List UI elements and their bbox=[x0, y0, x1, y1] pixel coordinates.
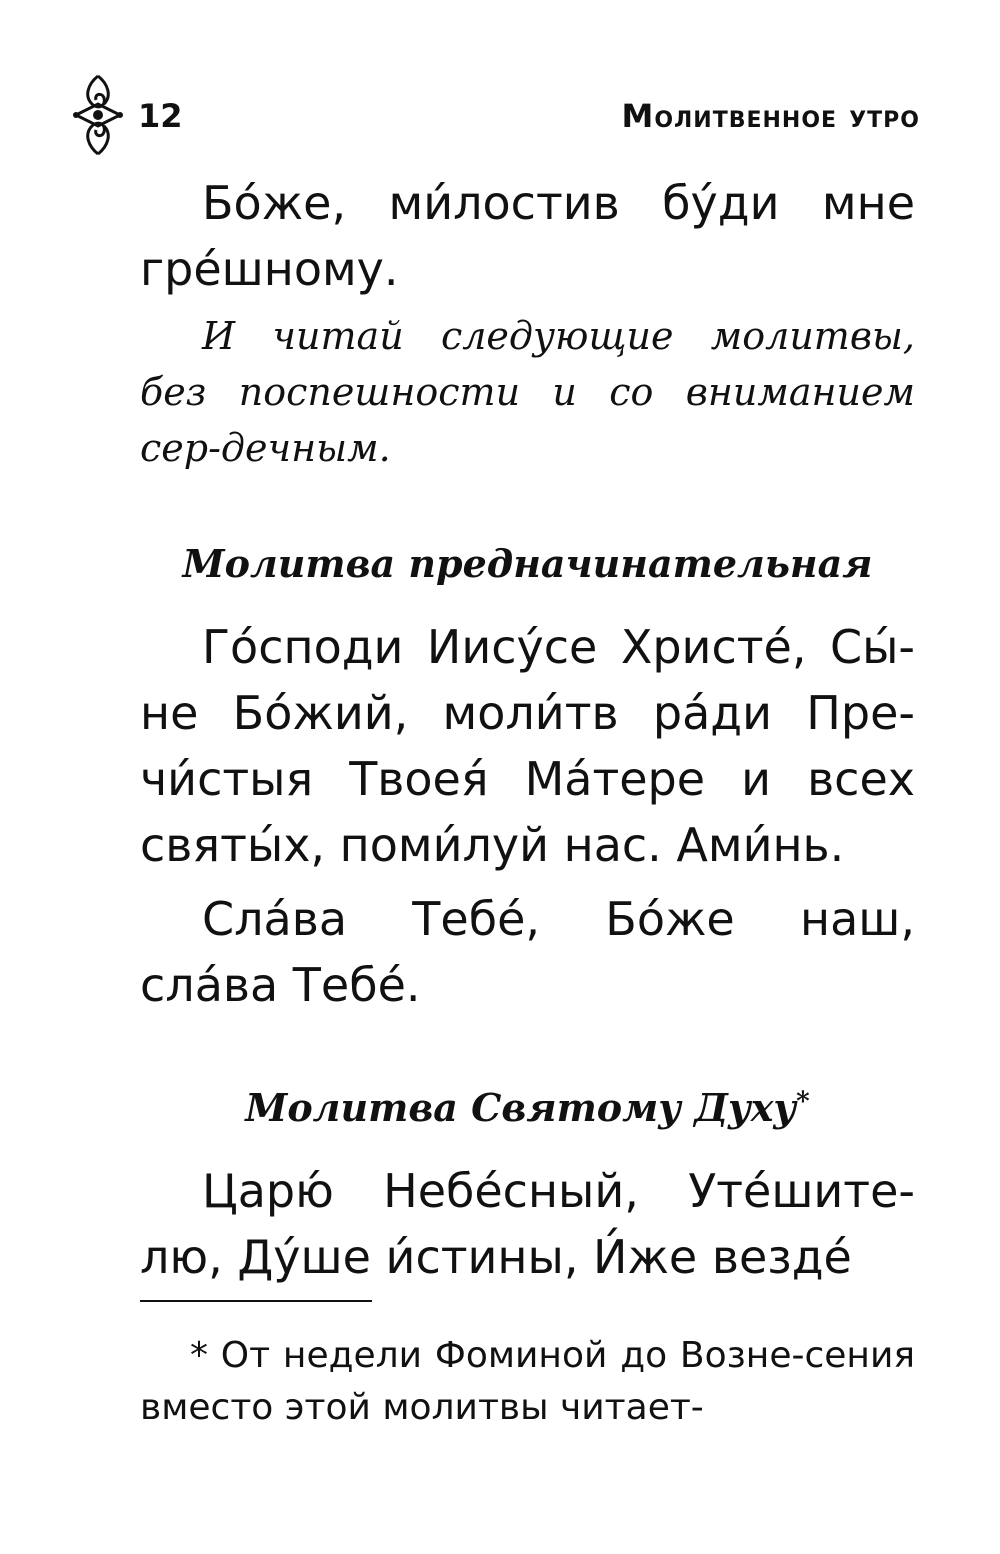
prayer-paragraph-1: Бо́же, ми́лостив бу́ди мне гре́шному. bbox=[140, 176, 915, 296]
page-content bbox=[140, 170, 915, 1290]
fleuron-ornament-icon bbox=[70, 70, 126, 160]
footnote-mark: * bbox=[796, 1087, 810, 1117]
prayer-paragraph-2: Го́споди Иису́се Христе́, Сы́-не Бо́жий, моли́тв ра́ди Пре-чи́стыя Твоея́ Ма́тере и всех святы́х, поми́луй нас. Ами́нь. bbox=[140, 620, 915, 872]
page-number: 12 bbox=[138, 97, 183, 135]
rubric-instruction: И читай следующие молитвы, без поспешности и со вниманием сер-дечным. bbox=[140, 314, 915, 470]
page-header bbox=[70, 70, 920, 160]
running-title: Молитвенное утро bbox=[621, 97, 920, 135]
section-heading-preliminary: Молитва предначинательная bbox=[182, 541, 873, 586]
prayer-paragraph-3: Сла́ва Тебе́, Бо́же наш, сла́ва Тебе́. bbox=[140, 892, 915, 1012]
footnote-text: * От недели Фоминой до Возне-сения вместо этой молитвы читает- bbox=[140, 1335, 915, 1428]
footnote-rule bbox=[140, 1300, 372, 1302]
prayer-paragraph-4: Царю́ Небе́сный, Уте́шите-лю, Ду́ше и́стины, И́же везде́ bbox=[140, 1164, 915, 1284]
section-heading-holy-spirit bbox=[140, 1080, 915, 1136]
section-heading-holy-spirit-text: Молитва Святому Духу bbox=[245, 1085, 797, 1130]
